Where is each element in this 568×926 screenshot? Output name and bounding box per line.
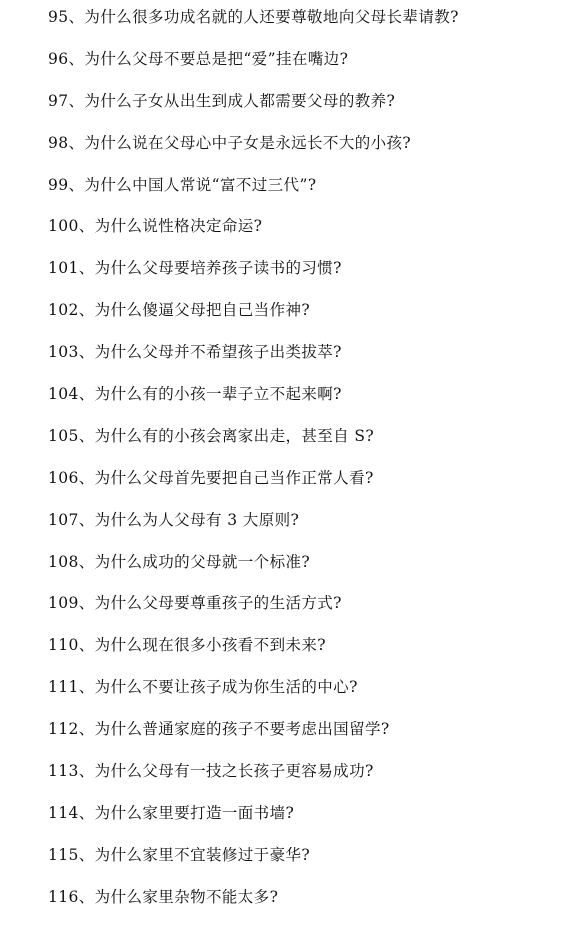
question-item: 108、为什么成功的父母就一个标准? [48,552,311,571]
question-item: 109、为什么父母要尊重孩子的生活方式? [48,594,342,613]
question-item: 96、为什么父母不要总是把“爱”挂在嘴边? [48,49,349,68]
question-item: 115、为什么家里不宜装修过于豪华? [48,845,311,864]
question-item: 98、为什么说在父母心中子女是永远长不大的小孩? [48,133,412,152]
question-item: 103、为什么父母并不希望孩子出类拔萃? [48,343,342,362]
question-item: 95、为什么很多功成名就的人还要尊敬地向父母长辈请教? [48,8,459,26]
question-item: 110、为什么现在很多小孩看不到未来? [48,636,326,655]
question-item: 99、为什么中国人常说“富不过三代”? [48,175,317,194]
question-item: 106、为什么父母首先要把自己当作正常人看? [48,468,374,487]
question-item: 113、为什么父母有一技之长孩子更容易成功? [48,762,374,781]
question-item: 111、为什么不要让孩子成为你生活的中心? [48,678,358,697]
question-item: 104、为什么有的小孩一辈子立不起来啊? [48,385,342,404]
question-list [48,4,563,926]
question-item: 114、为什么家里要打造一面书墙? [48,803,295,822]
question-item: 105、为什么有的小孩会离家出走，甚至自 S? [48,426,375,445]
question-item: 97、为什么子女从出生到成人都需要父母的教养? [48,91,396,110]
question-item: 107、为什么为人父母有 3 大原则? [48,510,300,529]
question-item: 101、为什么父母要培养孩子读书的习惯? [48,259,342,278]
question-item: 100、为什么说性格决定命运? [48,217,263,236]
question-item: 116、为什么家里杂物不能太多? [48,887,279,906]
question-item: 102、为什么傻逼父母把自己当作神? [48,301,311,320]
question-item: 112、为什么普通家庭的孩子不要考虑出国留学? [48,720,390,739]
